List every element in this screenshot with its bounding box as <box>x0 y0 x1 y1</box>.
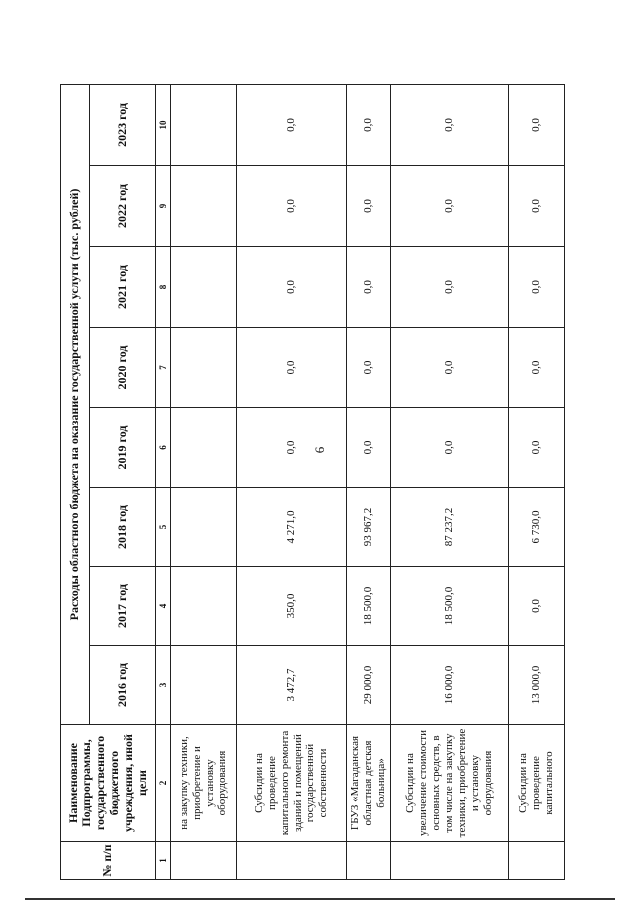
value-cell: 0,0 <box>391 328 509 408</box>
value-cell <box>171 646 237 725</box>
value-cell <box>171 84 237 165</box>
value-cell <box>171 247 237 328</box>
value-cell: 0,0 <box>347 328 391 408</box>
value-cell: 0,0 <box>391 84 509 165</box>
value-cell: 18 500,0 <box>347 567 391 646</box>
column-number: 5 <box>156 488 171 567</box>
value-cell <box>171 488 237 567</box>
value-cell: 0,0 <box>509 408 565 488</box>
header-year: 2020 год <box>90 328 156 408</box>
header-year: 2022 год <box>90 166 156 247</box>
header-year: 2018 год <box>90 488 156 567</box>
value-cell: 0,0 <box>347 247 391 328</box>
value-cell: 0,0 <box>391 408 509 488</box>
value-cell: 0,0 <box>347 166 391 247</box>
value-cell: 0,0 <box>347 408 391 488</box>
value-cell: 6 730,0 <box>509 488 565 567</box>
value-cell: 93 967,2 <box>347 488 391 567</box>
header-name: Наименование Подпрограммы, государственного бюджетного учреждения, иной цели <box>61 725 156 842</box>
row-name: Субсидии на проведение капитального ремонта зданий и помещений государственной собственности <box>237 725 347 842</box>
row-name: на закупку техники, приобретение и установку оборудования <box>171 725 237 842</box>
value-cell: 3 472,7 <box>237 646 347 725</box>
value-cell <box>171 408 237 488</box>
value-cell: 0,0 <box>237 166 347 247</box>
page-number: 6 <box>312 446 327 454</box>
value-cell <box>171 328 237 408</box>
value-cell: 0,0 <box>509 328 565 408</box>
header-number: № п/п <box>61 842 156 880</box>
row-number <box>171 842 237 880</box>
header-group-title: Расходы областного бюджета на оказание государственной услуги (тыс. рублей) <box>61 84 90 724</box>
value-cell: 0,0 <box>509 567 565 646</box>
header-year: 2021 год <box>90 247 156 328</box>
column-number: 3 <box>156 646 171 725</box>
table-row <box>509 84 565 879</box>
header-year: 2016 год <box>90 646 156 725</box>
value-cell: 0,0 <box>347 84 391 165</box>
bottom-rule <box>25 898 615 900</box>
value-cell: 0,0 <box>237 408 347 488</box>
column-number: 7 <box>156 328 171 408</box>
table-row <box>391 84 509 879</box>
value-cell: 0,0 <box>237 247 347 328</box>
value-cell: 29 000,0 <box>347 646 391 725</box>
value-cell: 87 237,2 <box>391 488 509 567</box>
row-number <box>347 842 391 880</box>
row-name: Субсидии на увеличение стоимости основных средств, в том числе на закупку техники, приобретение и установку оборудования <box>391 725 509 842</box>
budget-table <box>60 84 565 880</box>
column-number: 2 <box>156 725 171 842</box>
budget-table-sheet <box>60 85 560 880</box>
value-cell: 0,0 <box>237 328 347 408</box>
value-cell: 0,0 <box>509 247 565 328</box>
column-number: 6 <box>156 408 171 488</box>
row-name: Субсидии на проведение капитального <box>509 725 565 842</box>
row-number <box>509 842 565 880</box>
column-number: 4 <box>156 567 171 646</box>
column-number: 9 <box>156 166 171 247</box>
table-row <box>171 84 237 879</box>
row-number <box>237 842 347 880</box>
row-name: ГБУЗ «Магаданская областная детская больница» <box>347 725 391 842</box>
table-row <box>347 84 391 879</box>
value-cell: 13 000,0 <box>509 646 565 725</box>
value-cell: 350,0 <box>237 567 347 646</box>
value-cell: 4 271,0 <box>237 488 347 567</box>
value-cell <box>171 166 237 247</box>
value-cell: 0,0 <box>391 166 509 247</box>
value-cell: 0,0 <box>237 84 347 165</box>
header-year: 2023 год <box>90 84 156 165</box>
column-number: 8 <box>156 247 171 328</box>
value-cell: 16 000,0 <box>391 646 509 725</box>
column-number: 1 <box>156 842 171 880</box>
value-cell <box>171 567 237 646</box>
value-cell: 0,0 <box>391 247 509 328</box>
row-number <box>391 842 509 880</box>
table-row <box>237 84 347 879</box>
value-cell: 18 500,0 <box>391 567 509 646</box>
value-cell: 0,0 <box>509 166 565 247</box>
header-year: 2017 год <box>90 567 156 646</box>
header-year: 2019 год <box>90 408 156 488</box>
column-number: 10 <box>156 84 171 165</box>
value-cell: 0,0 <box>509 84 565 165</box>
